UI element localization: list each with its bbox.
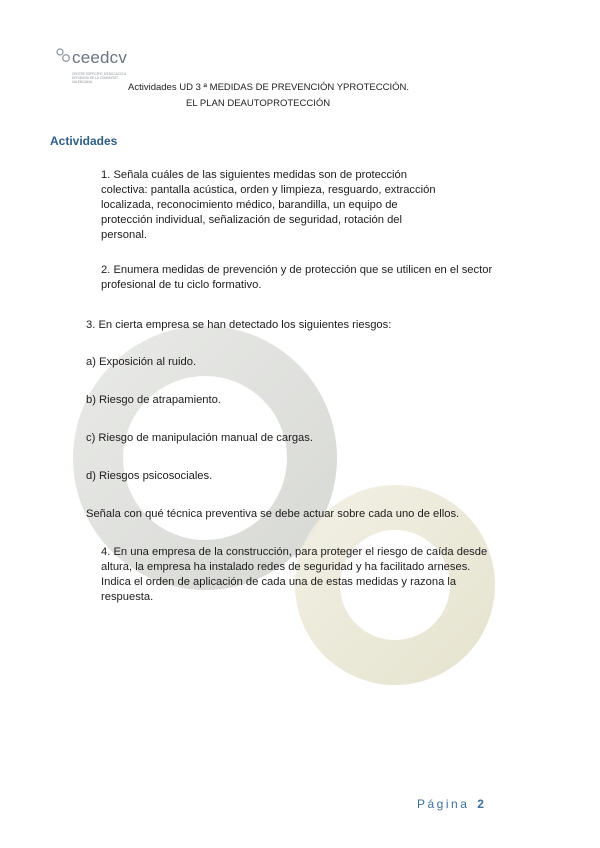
document-header-line2: EL PLAN DEAUTOPROTECCIÓN: [186, 98, 331, 109]
question-3-item-c: c) Riesgo de manipulación manual de cargas.: [86, 432, 313, 444]
question-4: 4. En una empresa de la construcción, para proteger el riesgo de caída desde altura, la empresa ha instalado redes de seguridad y ha facilitado arneses. Indica el orden de aplicación de cada una de estas medidas y razona la respuesta.: [101, 546, 488, 603]
document-header-line1: Actividades UD 3 ª MEDIDAS DE PREVENCIÓN YPROTECCIÓN.: [128, 82, 410, 93]
question-3: 3. En cierta empresa se han detectado los siguientes riesgos:: [86, 319, 392, 331]
question-2: 2. Enumera medidas de prevención y de protección que se utilicen en el sector profesional de tu ciclo formativo.: [101, 264, 493, 291]
page-label: Página: [417, 797, 470, 811]
question-3-item-a: a) Exposición al ruido.: [86, 356, 197, 368]
page-number: 2: [477, 797, 484, 811]
logo-subtitle: CENTRE ESPECÍFIC D'EDUCACIÓ A DISTÀNCIA DE LA COMUNITAT VALENCIANA: [72, 72, 127, 84]
question-3-item-b: b) Riesgo de atrapamiento.: [86, 394, 221, 406]
logo-wordmark: ceedcv: [72, 48, 128, 67]
question-3-instruction: Señala con qué técnica preventiva se debe actuar sobre cada uno de ellos.: [86, 508, 460, 520]
section-title: Actividades: [50, 134, 118, 148]
ceedcv-logo: [56, 46, 136, 90]
question-1: 1. Señala cuáles de las siguientes medidas son de protección colectiva: pantalla acústica, orden y limpieza, resguardo, extracción localizada, reconocimiento médico, barandilla, un equipo de protección individual, señalización de seguridad, rotación del personal.: [101, 169, 436, 241]
page-number-footer: [417, 797, 484, 811]
question-3-item-d: d) Riesgos psicosociales.: [86, 470, 213, 482]
